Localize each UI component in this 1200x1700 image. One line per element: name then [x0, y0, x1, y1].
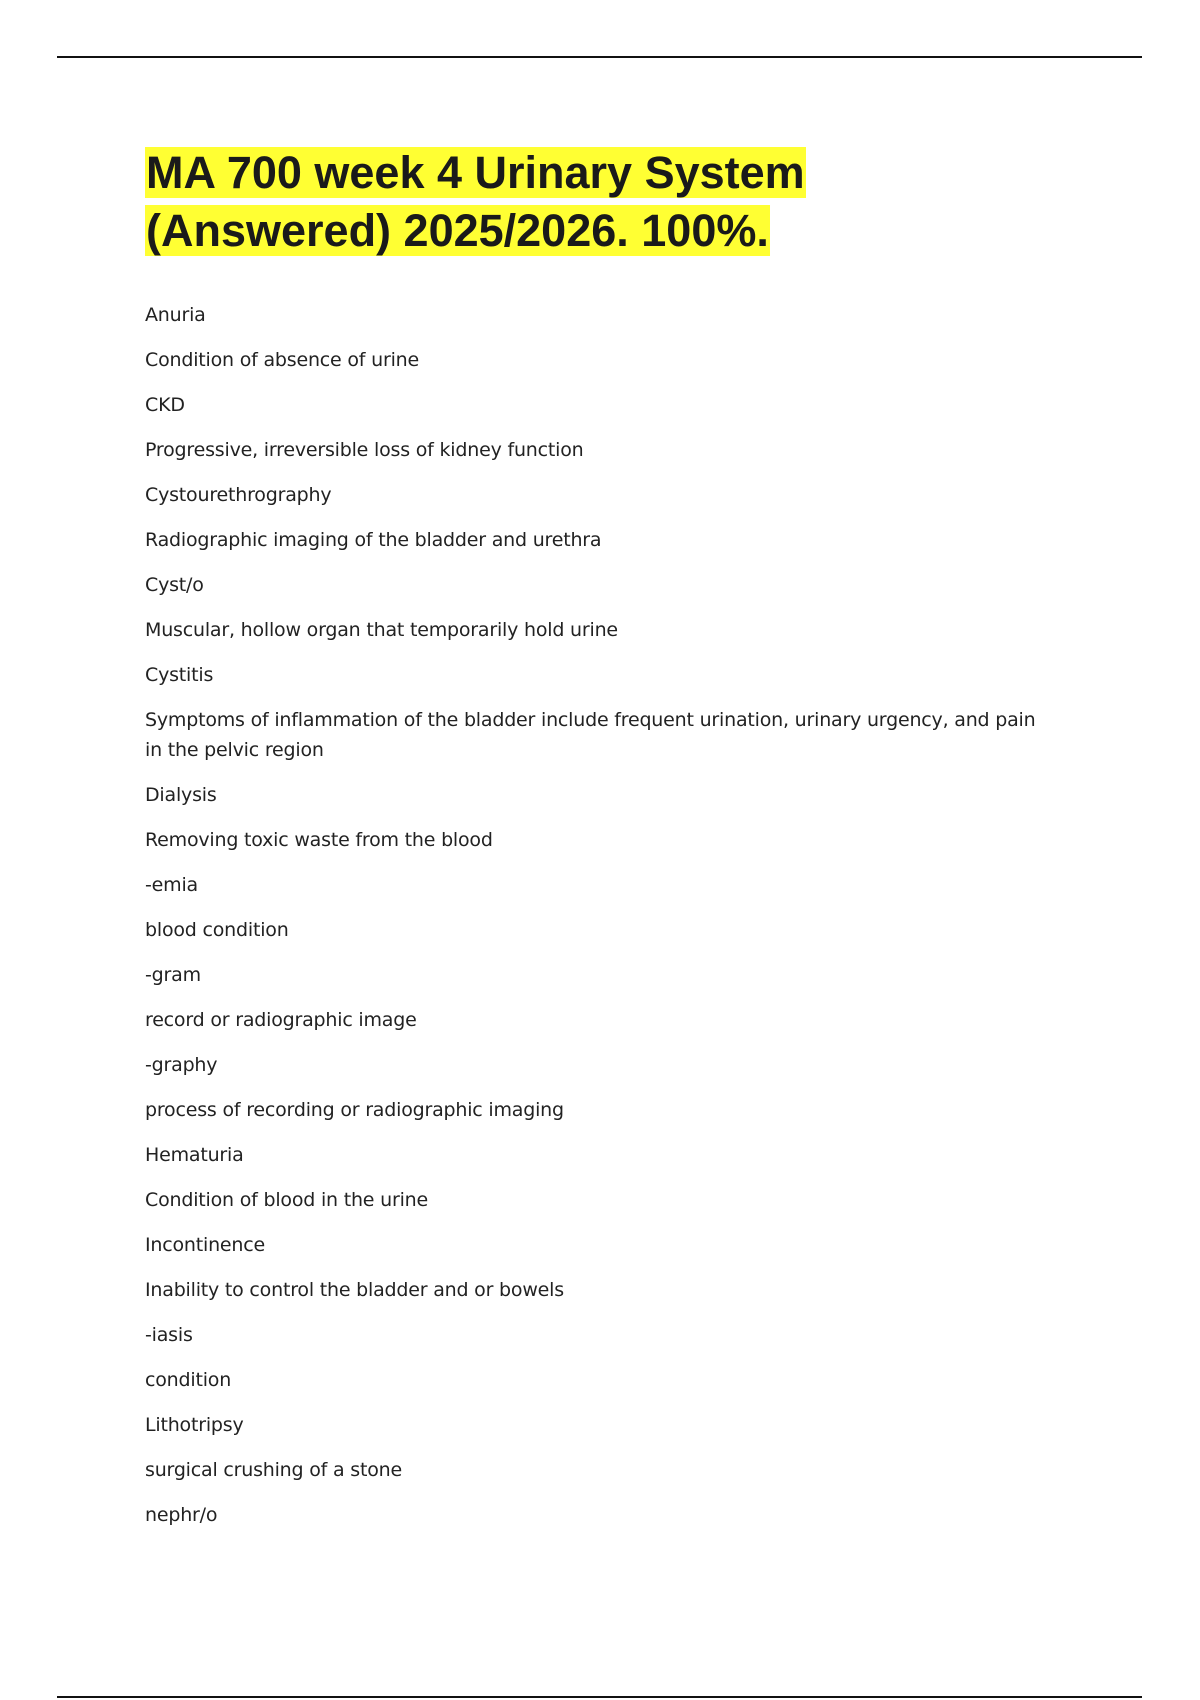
definition-cystitis: Symptoms of inflammation of the bladder include frequent urination, urinary urgency, and pain in the pelvic region	[145, 709, 1036, 761]
definition-hematuria: Condition of blood in the urine	[145, 1189, 428, 1211]
definition-dialysis: Removing toxic waste from the blood	[145, 829, 493, 851]
term-cystitis: Cystitis	[145, 664, 214, 686]
header-rule	[57, 56, 1142, 58]
definition-cyst-o: Muscular, hollow organ that temporarily hold urine	[145, 619, 618, 641]
term-nephr-o: nephr/o	[145, 1504, 218, 1526]
title-line-1: MA 700 week 4 Urinary System	[146, 147, 805, 198]
title-heading	[145, 144, 1105, 260]
term-emia: -emia	[145, 874, 198, 896]
term-lithotripsy: Lithotripsy	[145, 1414, 244, 1436]
definition-ckd: Progressive, irreversible loss of kidney function	[145, 439, 584, 461]
definition-graphy: process of recording or radiographic imaging	[145, 1099, 564, 1121]
definition-lithotripsy: surgical crushing of a stone	[145, 1459, 402, 1481]
term-graphy: -graphy	[145, 1054, 218, 1076]
term-anuria: Anuria	[145, 304, 206, 326]
term-cyst-o: Cyst/o	[145, 574, 204, 596]
definition-anuria: Condition of absence of urine	[145, 349, 419, 371]
term-iasis: -iasis	[145, 1324, 193, 1346]
footer-rule	[57, 1696, 1142, 1698]
flashcard-list	[145, 300, 1045, 1530]
term-incontinence: Incontinence	[145, 1234, 265, 1256]
definition-cystourethrography: Radiographic imaging of the bladder and urethra	[145, 529, 602, 551]
term-cystourethrography: Cystourethrography	[145, 484, 332, 506]
title-line-2: (Answered) 2025/2026. 100%.	[146, 205, 769, 256]
term-gram: -gram	[145, 964, 201, 986]
term-dialysis: Dialysis	[145, 784, 217, 806]
term-hematuria: Hematuria	[145, 1144, 244, 1166]
document-title	[145, 144, 1105, 260]
term-ckd: CKD	[145, 394, 185, 416]
definition-gram: record or radiographic image	[145, 1009, 417, 1031]
definition-iasis: condition	[145, 1369, 232, 1391]
definition-emia: blood condition	[145, 919, 289, 941]
definition-incontinence: Inability to control the bladder and or bowels	[145, 1279, 564, 1301]
